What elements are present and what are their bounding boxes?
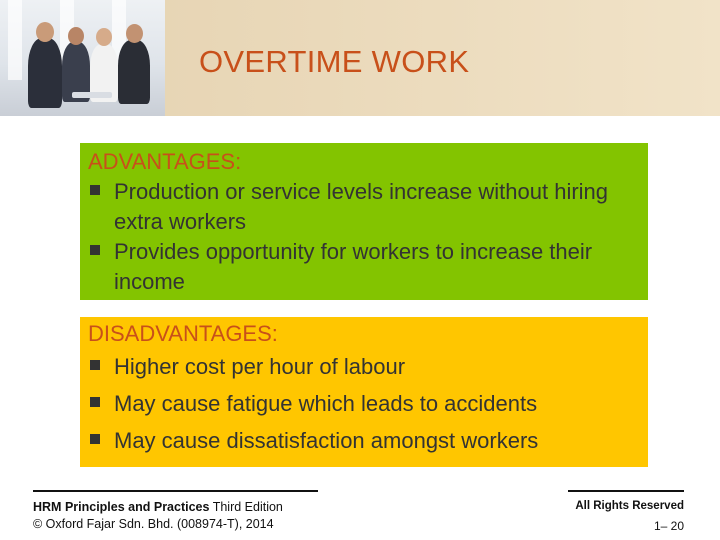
disadvantages-box xyxy=(80,317,648,467)
footer-divider xyxy=(33,490,318,492)
page-number: 1– 20 xyxy=(653,519,684,533)
advantage-item xyxy=(88,177,640,237)
book-title: HRM Principles and Practices xyxy=(33,500,210,514)
advantages-box xyxy=(80,143,648,300)
advantage-text: Provides opportunity for workers to increase their income xyxy=(114,239,593,294)
disadvantages-heading: DISADVANTAGES: xyxy=(88,321,278,346)
advantage-item xyxy=(88,237,640,297)
advantage-text: Production or service levels increase without hiring extra workers xyxy=(114,179,609,234)
disadvantage-text: May cause dissatisfaction amongst workers xyxy=(114,428,539,453)
disadvantage-item xyxy=(88,352,640,382)
advantages-heading: ADVANTAGES: xyxy=(88,149,242,174)
square-bullet-icon xyxy=(90,397,100,407)
business-meeting-photo xyxy=(0,0,165,116)
square-bullet-icon xyxy=(90,434,100,444)
square-bullet-icon xyxy=(90,360,100,370)
slide-title: OVERTIME WORK xyxy=(199,44,470,79)
square-bullet-icon xyxy=(90,245,100,255)
footer-rights xyxy=(568,496,684,536)
disadvantage-item xyxy=(88,389,640,419)
footer-citation xyxy=(33,499,283,533)
footer-divider xyxy=(568,490,684,492)
disadvantage-text: May cause fatigue which leads to accidents xyxy=(114,391,538,416)
copyright-notice: © Oxford Fajar Sdn. Bhd. (008974-T), 2014 xyxy=(33,517,274,531)
disadvantage-text: Higher cost per hour of labour xyxy=(114,354,406,379)
book-edition: Third Edition xyxy=(212,500,283,514)
rights-notice: All Rights Reserved xyxy=(575,500,684,512)
disadvantage-item xyxy=(88,426,640,456)
square-bullet-icon xyxy=(90,185,100,195)
